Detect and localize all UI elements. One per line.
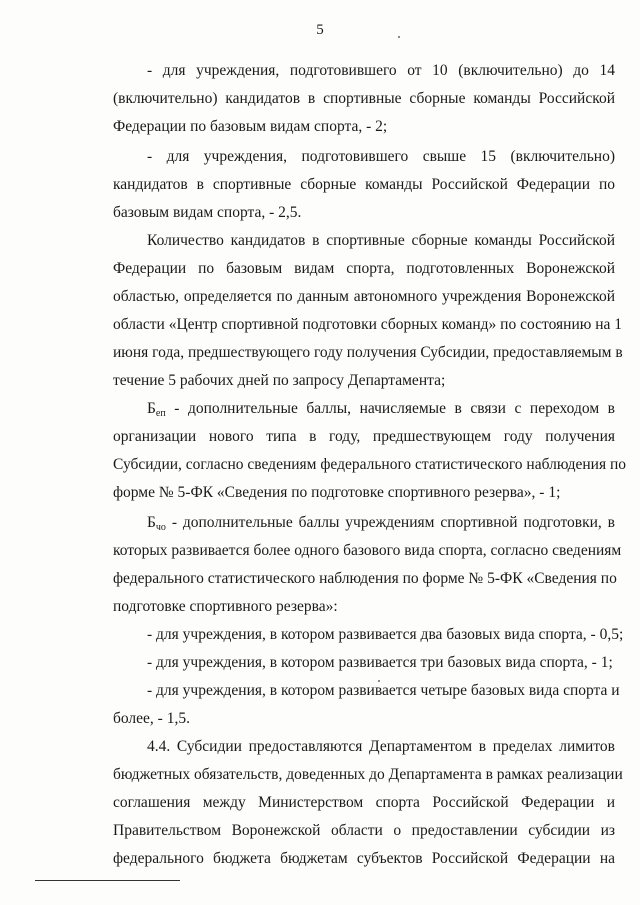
- text-line: более, - 1,5.: [113, 710, 190, 727]
- text-line: - для учреждения, подготовившего от 10 (включительно) до 14: [147, 62, 615, 79]
- text-line: соглашения между Министерством спорта Российской Федерации и: [113, 794, 615, 811]
- symbol-definition-line: $Б_{чо}$ - дополнительные баллы учреждениям спортивной подготовки, в: [147, 514, 615, 533]
- list-item: - для учреждения, в котором развивается четыре базовых вида спорта и: [147, 682, 620, 699]
- text-line: кандидатов в спортивные сборные команды Российской Федерации по: [113, 176, 615, 193]
- text-line: Федерации по базовым видам спорта, - 2;: [113, 118, 388, 135]
- scan-speck: [378, 680, 380, 682]
- list-item: - для учреждения, в котором развивается два базовых вида спорта, - 0,5;: [147, 626, 624, 643]
- text-line: форме № 5-ФК «Сведения по подготовке спортивного резерва», - 1;: [113, 484, 561, 501]
- text-line: (включительно) кандидатов в спортивные сборные команды Российской: [113, 90, 615, 107]
- text-line: федерального статистического наблюдения по форме № 5-ФК «Сведения по: [113, 570, 617, 587]
- text-line: подготовке спортивного резерва»:: [113, 598, 338, 615]
- text-line: июня года, предшествующего году получения Субсидии, предоставляемым в: [113, 344, 623, 361]
- text-line: федерального бюджета бюджетам субъектов Российской Федерации на: [113, 850, 615, 867]
- text-line: Субсидии, согласно сведениям федерального статистического наблюдения по: [113, 456, 627, 473]
- text-line: течение 5 рабочих дней по запросу Департамента;: [113, 372, 446, 389]
- list-item: - для учреждения, в котором развивается три базовых вида спорта, - 1;: [147, 654, 613, 671]
- text-line: Количество кандидатов в спортивные сборные команды Российской: [147, 232, 615, 249]
- text-line: области «Центр спортивной подготовки сборных команд» по состоянию на 1: [113, 316, 622, 333]
- text-line: 4.4. Субсидии предоставляются Департаментом в пределах лимитов: [147, 738, 615, 755]
- text-line: базовым видам спорта, - 2,5.: [113, 204, 302, 221]
- scan-speck: [398, 36, 400, 38]
- text-line: бюджетных обязательств, доведенных до Департамента в рамках реализации: [113, 766, 623, 783]
- symbol-b-vo: $Б_{чо}$: [147, 514, 166, 533]
- text-line: областью, определяется по данным автономного учреждения Воронежской: [113, 288, 615, 305]
- text-line: - для учреждения, подготовившего свыше 15 (включительно): [147, 148, 615, 165]
- symbol-b-en: $Б_{еп}$: [147, 400, 166, 419]
- text-line: которых развивается более одного базового вида спорта, согласно сведениям: [113, 542, 622, 559]
- page-number: 5: [316, 22, 324, 38]
- symbol-definition-line: $Б_{еп}$ - дополнительные баллы, начисляемые в связи с переходом в: [147, 400, 615, 419]
- footer-rule: [35, 880, 180, 881]
- text-line: организации нового типа в году, предшествующем году получения: [113, 428, 615, 445]
- text-line: Федерации по базовым видам спорта, подготовленных Воронежской: [113, 260, 615, 277]
- text-line: Правительством Воронежской области о предоставлении субсидии из: [113, 822, 615, 839]
